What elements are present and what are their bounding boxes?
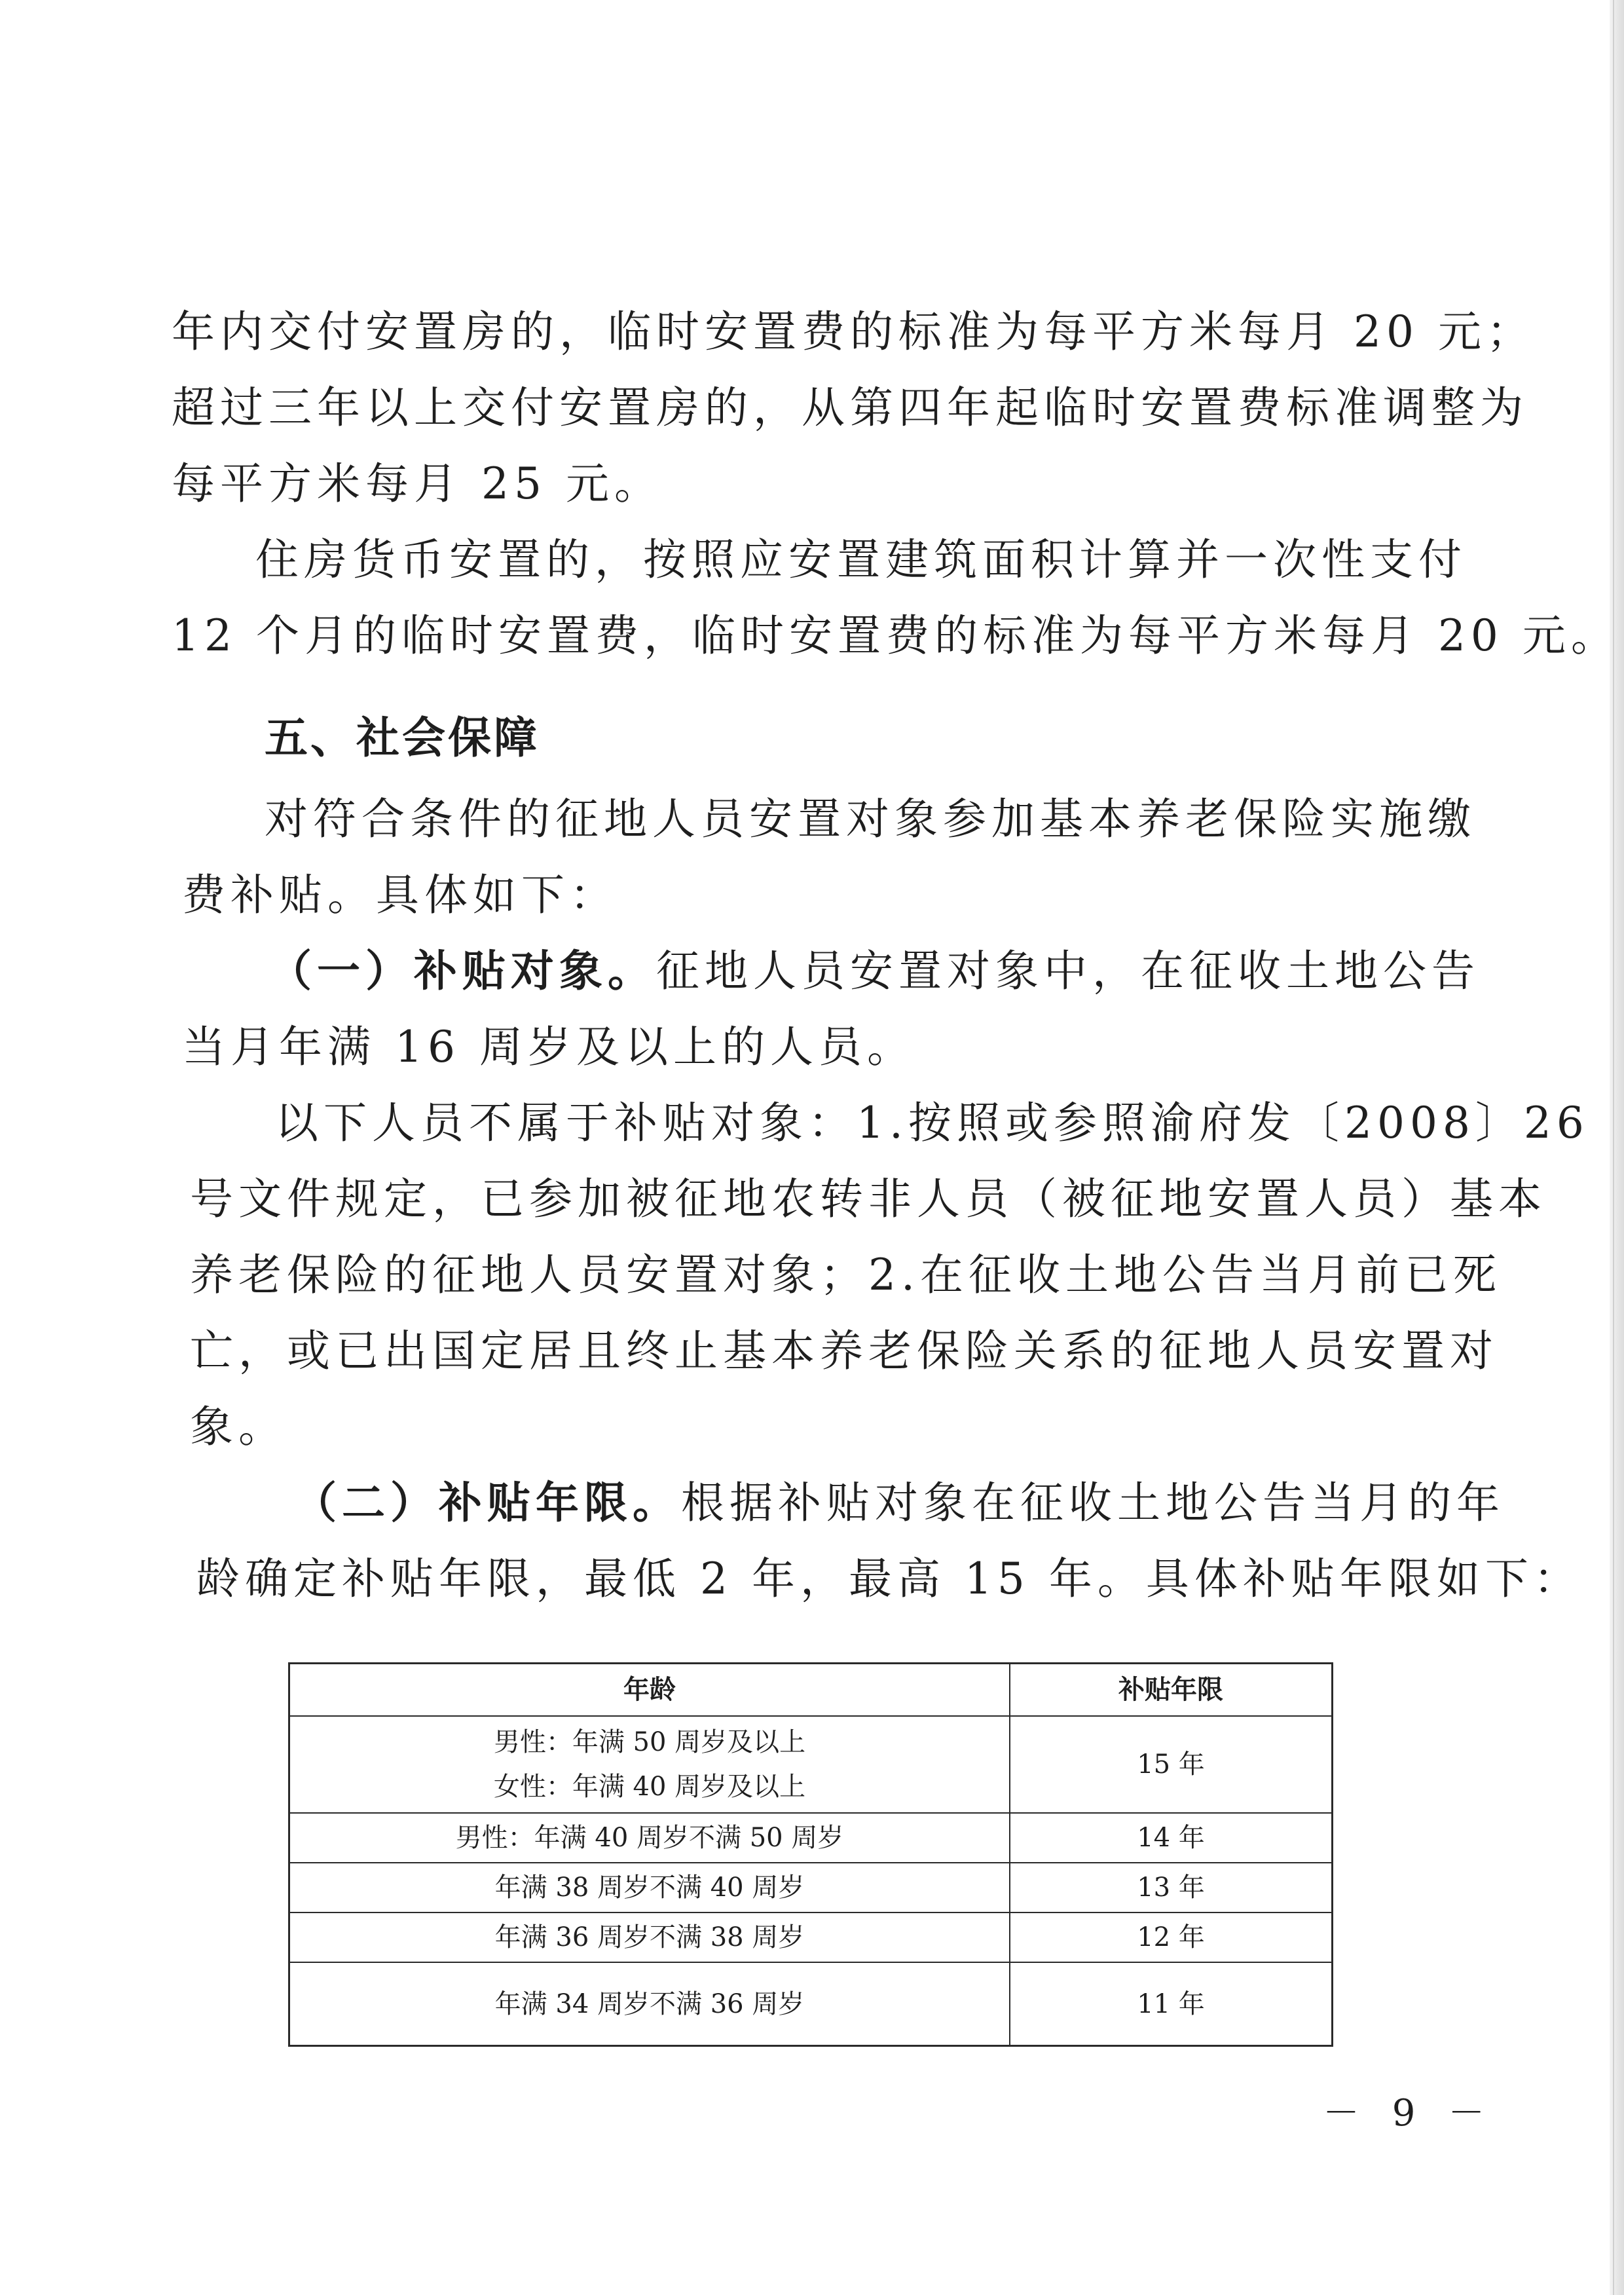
- table-cell-age: 女性：年满 40 周岁及以上: [493, 1772, 806, 1802]
- table-cell-years: 11 年: [1137, 1988, 1205, 2019]
- table-row: [290, 1717, 1009, 1812]
- section-heading: 五、社会保障: [265, 713, 540, 763]
- table-cell-years: 12 年: [1137, 1922, 1205, 1952]
- table-header-age: 年龄: [623, 1675, 676, 1705]
- body-line: 对符合条件的征地人员安置对象参加基本养老保险实施缴: [265, 794, 1476, 844]
- table-cell-age: 男性：年满 40 周岁不满 50 周岁: [455, 1823, 844, 1853]
- body-line: 当月年满 16 周岁及以上的人员。: [182, 1022, 915, 1072]
- body-text: 根据补贴对象在征收土地公告当月的年: [681, 1478, 1505, 1528]
- table-cell-years: 14 年: [1137, 1823, 1205, 1853]
- table-cell-age: 年满 38 周岁不满 40 周岁: [494, 1873, 805, 1903]
- page-number: － 9 －: [1323, 2092, 1496, 2135]
- subsection-heading: （一）补贴对象。: [268, 946, 656, 996]
- body-text: 征地人员安置对象中，在征收土地公告: [656, 946, 1480, 996]
- table-header-years: 补贴年限: [1118, 1675, 1223, 1705]
- body-line: 亡，或已出国定居且终止基本养老保险关系的征地人员安置对: [190, 1326, 1498, 1376]
- scan-edge-line: [1613, 0, 1614, 2295]
- body-line: 超过三年以上交付安置房的，从第四年起临时安置费标准调整为: [172, 382, 1528, 433]
- table-cell-years: 15 年: [1137, 1749, 1205, 1780]
- subsection-line: [268, 946, 1480, 996]
- subsidy-years-table: [288, 1662, 1333, 2047]
- body-line: 费补贴。具体如下：: [182, 870, 618, 920]
- body-line: 12 个月的临时安置费，临时安置费的标准为每平方米每月 20 元。: [172, 610, 1619, 661]
- body-line: 象。: [190, 1402, 287, 1452]
- table-cell-age: 年满 36 周岁不满 38 周岁: [494, 1922, 805, 1952]
- body-line: 龄确定补贴年限，最低 2 年，最高 15 年。具体补贴年限如下：: [196, 1554, 1582, 1604]
- body-line: 以下人员不属于补贴对象：1.按照或参照渝府发〔2008〕26: [275, 1098, 1589, 1148]
- subsection-line: [293, 1478, 1505, 1528]
- body-line: 年内交付安置房的，临时安置费的标准为每平方米每月 20 元；: [172, 307, 1535, 357]
- table-cell-years: 13 年: [1137, 1873, 1205, 1903]
- body-line: 号文件规定，已参加被征地农转非人员（被征地安置人员）基本: [190, 1174, 1547, 1224]
- subsection-heading: （二）补贴年限。: [293, 1478, 681, 1528]
- body-line: 养老保险的征地人员安置对象；2.在征收土地公告当月前已死: [190, 1250, 1502, 1300]
- body-line: 每平方米每月 25 元。: [172, 458, 663, 509]
- scan-page-edge: [1610, 0, 1624, 2295]
- table-cell-age: 男性：年满 50 周岁及以上: [493, 1727, 806, 1757]
- table-cell-age: 年满 34 周岁不满 36 周岁: [494, 1988, 805, 2019]
- body-line: 住房货币安置的，按照应安置建筑面积计算并一次性支付: [255, 534, 1467, 585]
